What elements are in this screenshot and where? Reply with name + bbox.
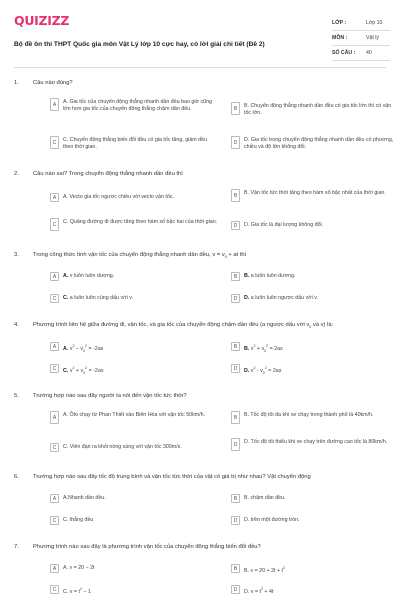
option-text: B. Vận tốc tức thời tăng theo hàm số bậc nhất của thời gian. <box>244 190 386 196</box>
option-letter-badge: D <box>231 221 240 230</box>
option-a[interactable] <box>50 342 218 354</box>
option-letter-badge: C <box>50 585 59 594</box>
option-text: C. Viên đạn ra khỏi nòng súng với vận tốc 300m/s. <box>63 444 182 450</box>
option-c[interactable] <box>50 364 218 376</box>
option-text: B. a luôn luôn dương. <box>244 273 296 279</box>
option-text: D. Tốc độ tối thiểu khi xe chạy trên đường cao tốc là 80km/h. <box>244 439 388 445</box>
meta-key: LỚP : <box>332 20 347 26</box>
option-formula: D. $v^2 - v_0^2 = 2as$ <box>244 366 282 375</box>
option-letter-badge: C <box>50 294 59 303</box>
question-number: 1. <box>14 80 19 86</box>
question-number: 6. <box>14 474 19 480</box>
option-letter-badge: B <box>231 102 240 115</box>
option-letter-badge: A <box>50 98 59 111</box>
question-7 <box>14 544 386 600</box>
option-letter-badge: C <box>50 443 59 452</box>
meta-row-subject <box>332 31 390 46</box>
option-a[interactable] <box>50 494 218 503</box>
option-c[interactable] <box>50 136 218 150</box>
option-b[interactable] <box>231 102 399 116</box>
option-letter-badge: C <box>50 136 59 149</box>
option-letter-badge: D <box>231 364 240 373</box>
option-d[interactable] <box>231 585 399 595</box>
meta-key: SỐ CÂU : <box>332 50 356 56</box>
worksheet-meta <box>332 16 390 61</box>
option-d[interactable] <box>231 364 399 376</box>
option-c[interactable] <box>50 443 218 452</box>
question-2 <box>14 171 386 241</box>
option-text: C. Chuyển động thẳng biến đổi đều có gia tốc tăng, giảm đều theo thời gian. <box>63 137 208 150</box>
option-text: D. Gia tốc là đại lượng không đổi. <box>244 222 324 228</box>
meta-value: Vật lý <box>366 35 379 41</box>
option-letter-badge: D <box>231 516 240 525</box>
question-number: 7. <box>14 544 19 550</box>
option-text: D. a luôn luôn ngược dấu với v. <box>244 295 319 301</box>
option-text: A.Nhanh dần đều. <box>63 495 106 501</box>
option-text: B. $v = 20 + 2t + t^2$ <box>244 566 286 574</box>
option-text: B. Tốc độ tối đa khi xe chạy trong thành phố là 40km/h. <box>244 412 374 418</box>
question-number: 3. <box>14 252 19 258</box>
worksheet-title: Bộ đề ôn thi THPT Quốc gia môn Vật Lý lớp 10 cực hay, có lời giải chi tiết (Đề 2) <box>14 41 265 48</box>
question-number: 2. <box>14 171 19 177</box>
meta-value: 40 <box>366 50 372 56</box>
option-formula: C. $v^2 + v_0^2 = -2as$ <box>63 366 104 375</box>
option-b[interactable] <box>231 494 399 503</box>
option-c[interactable] <box>50 218 218 231</box>
option-a[interactable] <box>50 564 218 573</box>
option-letter-badge: A <box>50 564 59 573</box>
option-letter-badge: B <box>231 494 240 503</box>
option-text: B. chậm dần đều. <box>244 495 286 501</box>
meta-value: Lớp 10 <box>366 20 383 26</box>
question-3 <box>14 252 386 312</box>
question-text: Phương trình nào sau đây là phương trình vận tốc của chuyển động thẳng biến đổi đều? <box>33 544 261 550</box>
option-text: B. Chuyển động thẳng nhanh dần đều có gia tốc lớn thì có vận tốc lớn. <box>244 103 392 116</box>
option-letter-badge: B <box>231 411 240 424</box>
question-4 <box>14 322 386 382</box>
question-1 <box>14 80 394 160</box>
question-number: 4. <box>14 322 19 328</box>
option-text: C. $v = t^2 - 1$ <box>63 587 91 595</box>
option-b[interactable] <box>231 564 399 574</box>
option-text: A. Ôto chạy từ Phan Thiết vào Biên Hòa với vận tốc 50km/h. <box>63 412 206 418</box>
question-6 <box>14 474 386 534</box>
question-text: Phương trình liên hệ giữa đường đi, vận tốc, và gia tốc của chuyển động chậm dần đều (a ngược dấu với $v_0$ và v) là: <box>33 322 334 330</box>
option-text: D. trên một đường tròn. <box>244 517 300 523</box>
option-letter-badge: B <box>231 189 240 202</box>
question-5 <box>14 393 386 463</box>
option-letter-badge: A <box>50 411 59 424</box>
header-divider <box>14 67 386 68</box>
option-letter-badge: D <box>231 585 240 594</box>
meta-key: MÔN : <box>332 35 348 41</box>
option-text: A. v luôn luôn dương. <box>63 273 115 279</box>
option-c[interactable] <box>50 585 218 595</box>
option-c[interactable] <box>50 516 218 525</box>
option-letter-badge: A <box>50 342 59 351</box>
option-letter-badge: C <box>50 364 59 373</box>
option-d[interactable] <box>231 516 399 525</box>
option-c[interactable] <box>50 294 218 303</box>
option-b[interactable] <box>231 342 399 354</box>
option-d[interactable] <box>231 438 399 451</box>
option-b[interactable] <box>231 189 399 202</box>
option-b[interactable] <box>231 411 399 424</box>
meta-row-class <box>332 16 390 31</box>
option-letter-badge: C <box>50 218 59 231</box>
question-text: Trường hợp nào sau đây tốc độ trung bình và vận tốc tức thời của vật có giá trị như nhau? Vật chuyển động <box>33 474 311 480</box>
option-text: D. $v = t^2 + 4t$ <box>244 587 274 595</box>
option-letter-badge: A <box>50 494 59 503</box>
option-text: C. Quãng đường đi được tăng theo hàm số bậc hai của thời gian. <box>63 219 218 225</box>
question-text: Câu nào sai? Trong chuyển động thẳng nhanh dần đều thì <box>33 171 183 177</box>
question-number: 5. <box>14 393 19 399</box>
option-formula: A. $v^2 - v_0^2 = -2as$ <box>63 344 104 353</box>
quizizz-logo: QUIZIZZ <box>14 13 70 28</box>
worksheet-header <box>14 13 386 65</box>
option-letter-badge: B <box>231 342 240 351</box>
question-text: Trường hợp nào sau đây người ta nói đến vận tốc tức thời? <box>33 393 187 399</box>
option-letter-badge: D <box>231 438 240 451</box>
option-letter-badge: B <box>231 564 240 573</box>
option-text: A. Vecto gia tốc ngược chiều với vecto vận tốc. <box>63 194 174 200</box>
option-b[interactable] <box>231 272 399 281</box>
option-text: D. Gia tốc trong chuyển động thẳng nhanh dần đều có phương, chiều và độ lớn không đổi. <box>244 137 394 150</box>
option-a[interactable] <box>50 411 218 424</box>
option-text: A. v = 20 − 2t <box>63 565 95 571</box>
option-text: A. Gia tốc của chuyển động thẳng nhanh dần đều bao giờ cũng lớn hơn gia tốc của chuyển động thẳng chậm dần đều. <box>63 99 212 112</box>
option-text: C. a luôn luôn cùng dấu với v. <box>63 295 133 301</box>
option-letter-badge: A <box>50 193 59 202</box>
option-d[interactable] <box>231 221 399 230</box>
option-letter-badge: B <box>231 272 240 281</box>
option-a[interactable] <box>50 98 218 112</box>
option-a[interactable] <box>50 193 218 202</box>
option-text: C. thẳng đều <box>63 517 94 523</box>
option-formula: B. $v^2 + v_0^2 = 2as$ <box>244 344 283 353</box>
option-d[interactable] <box>231 294 399 303</box>
meta-row-question-count <box>332 46 390 61</box>
question-text: Trong công thức tính vận tốc của chuyển động thẳng nhanh dần đều, $v = v_0$ + at thì <box>33 252 247 260</box>
option-letter-badge: D <box>231 136 240 149</box>
option-letter-badge: C <box>50 516 59 525</box>
option-letter-badge: A <box>50 272 59 281</box>
option-letter-badge: D <box>231 294 240 303</box>
question-text: Câu nào đúng? <box>33 80 73 86</box>
option-a[interactable] <box>50 272 218 281</box>
option-d[interactable] <box>231 136 399 150</box>
